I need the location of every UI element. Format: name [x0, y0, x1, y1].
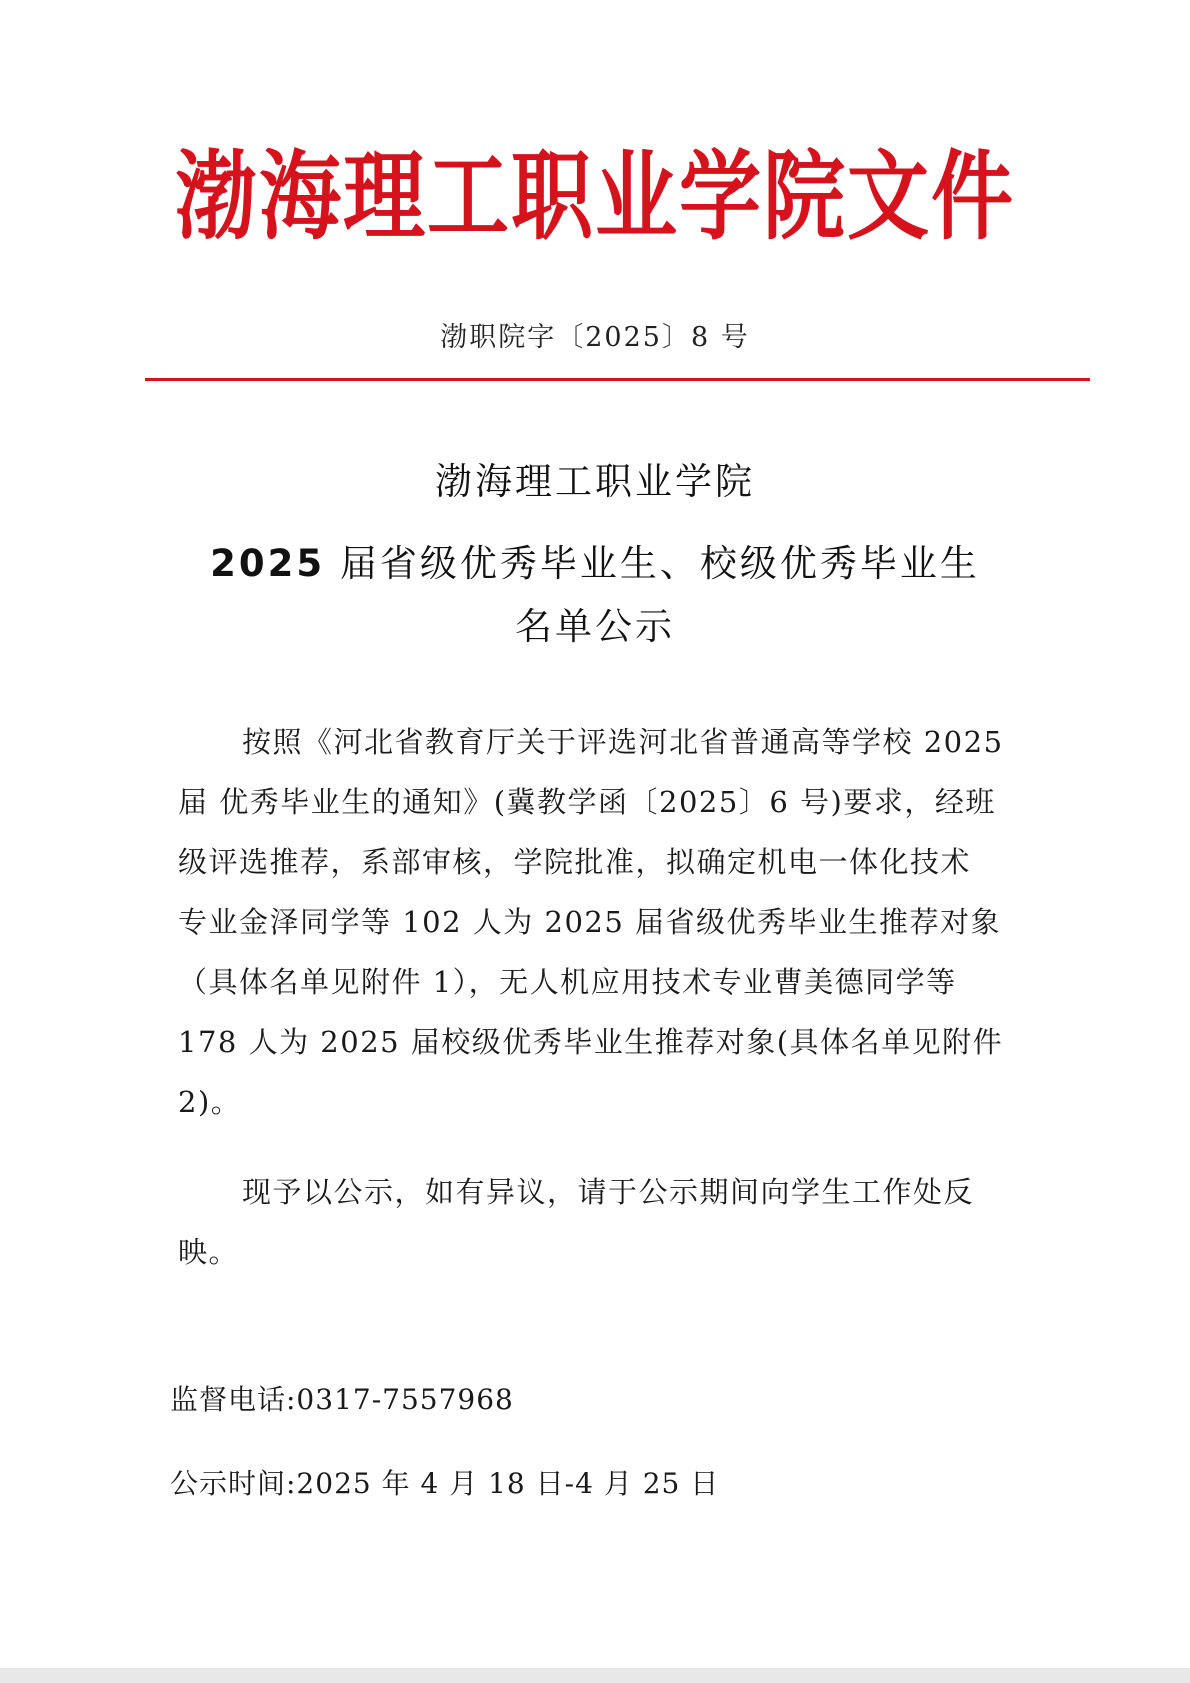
body-line: 2)。	[178, 1085, 242, 1119]
body-line: 级评选推荐，系部审核，学院批准，拟确定机电一体化技术	[178, 845, 972, 879]
scan-bottom-edge	[0, 1668, 1190, 1683]
document-number: 渤职院字〔2025〕8 号	[440, 322, 750, 353]
body-line: 现予以公示，如有异议，请于公示期间向学生工作处反	[242, 1175, 975, 1209]
notice-title-line2-text: 届省级优秀毕业生、校级优秀毕业生	[325, 542, 980, 585]
notice-title-year: 2025	[210, 542, 326, 585]
document-header-title: 渤海理工职业学院文件	[174, 141, 1015, 254]
body-line: 178 人为 2025 届校级优秀毕业生推荐对象(具体名单见附件	[178, 1025, 1004, 1059]
notice-title-line3: 名单公示	[515, 605, 675, 648]
body-line: 届 优秀毕业生的通知》(冀教学函〔2025〕6 号)要求，经班	[178, 785, 996, 819]
notice-title-line2	[0, 542, 1190, 585]
body-line: 按照《河北省教育厅关于评选河北省普通高等学校 2025	[242, 725, 1004, 759]
body-paragraph-2	[178, 1162, 1008, 1282]
supervision-phone: 监督电话:0317-7557968	[170, 1383, 514, 1416]
publicity-period: 公示时间:2025 年 4 月 18 日-4 月 25 日	[170, 1467, 720, 1500]
notice-title-line1: 渤海理工职业学院	[435, 460, 755, 503]
header-red-rule	[145, 378, 1090, 381]
body-paragraph-1	[178, 712, 1008, 1132]
body-line: （具体名单见附件 1），无人机应用技术专业曹美德同学等	[178, 965, 957, 999]
body-line: 专业金泽同学等 102 人为 2025 届省级优秀毕业生推荐对象	[178, 905, 1002, 939]
body-line: 映。	[178, 1235, 240, 1269]
